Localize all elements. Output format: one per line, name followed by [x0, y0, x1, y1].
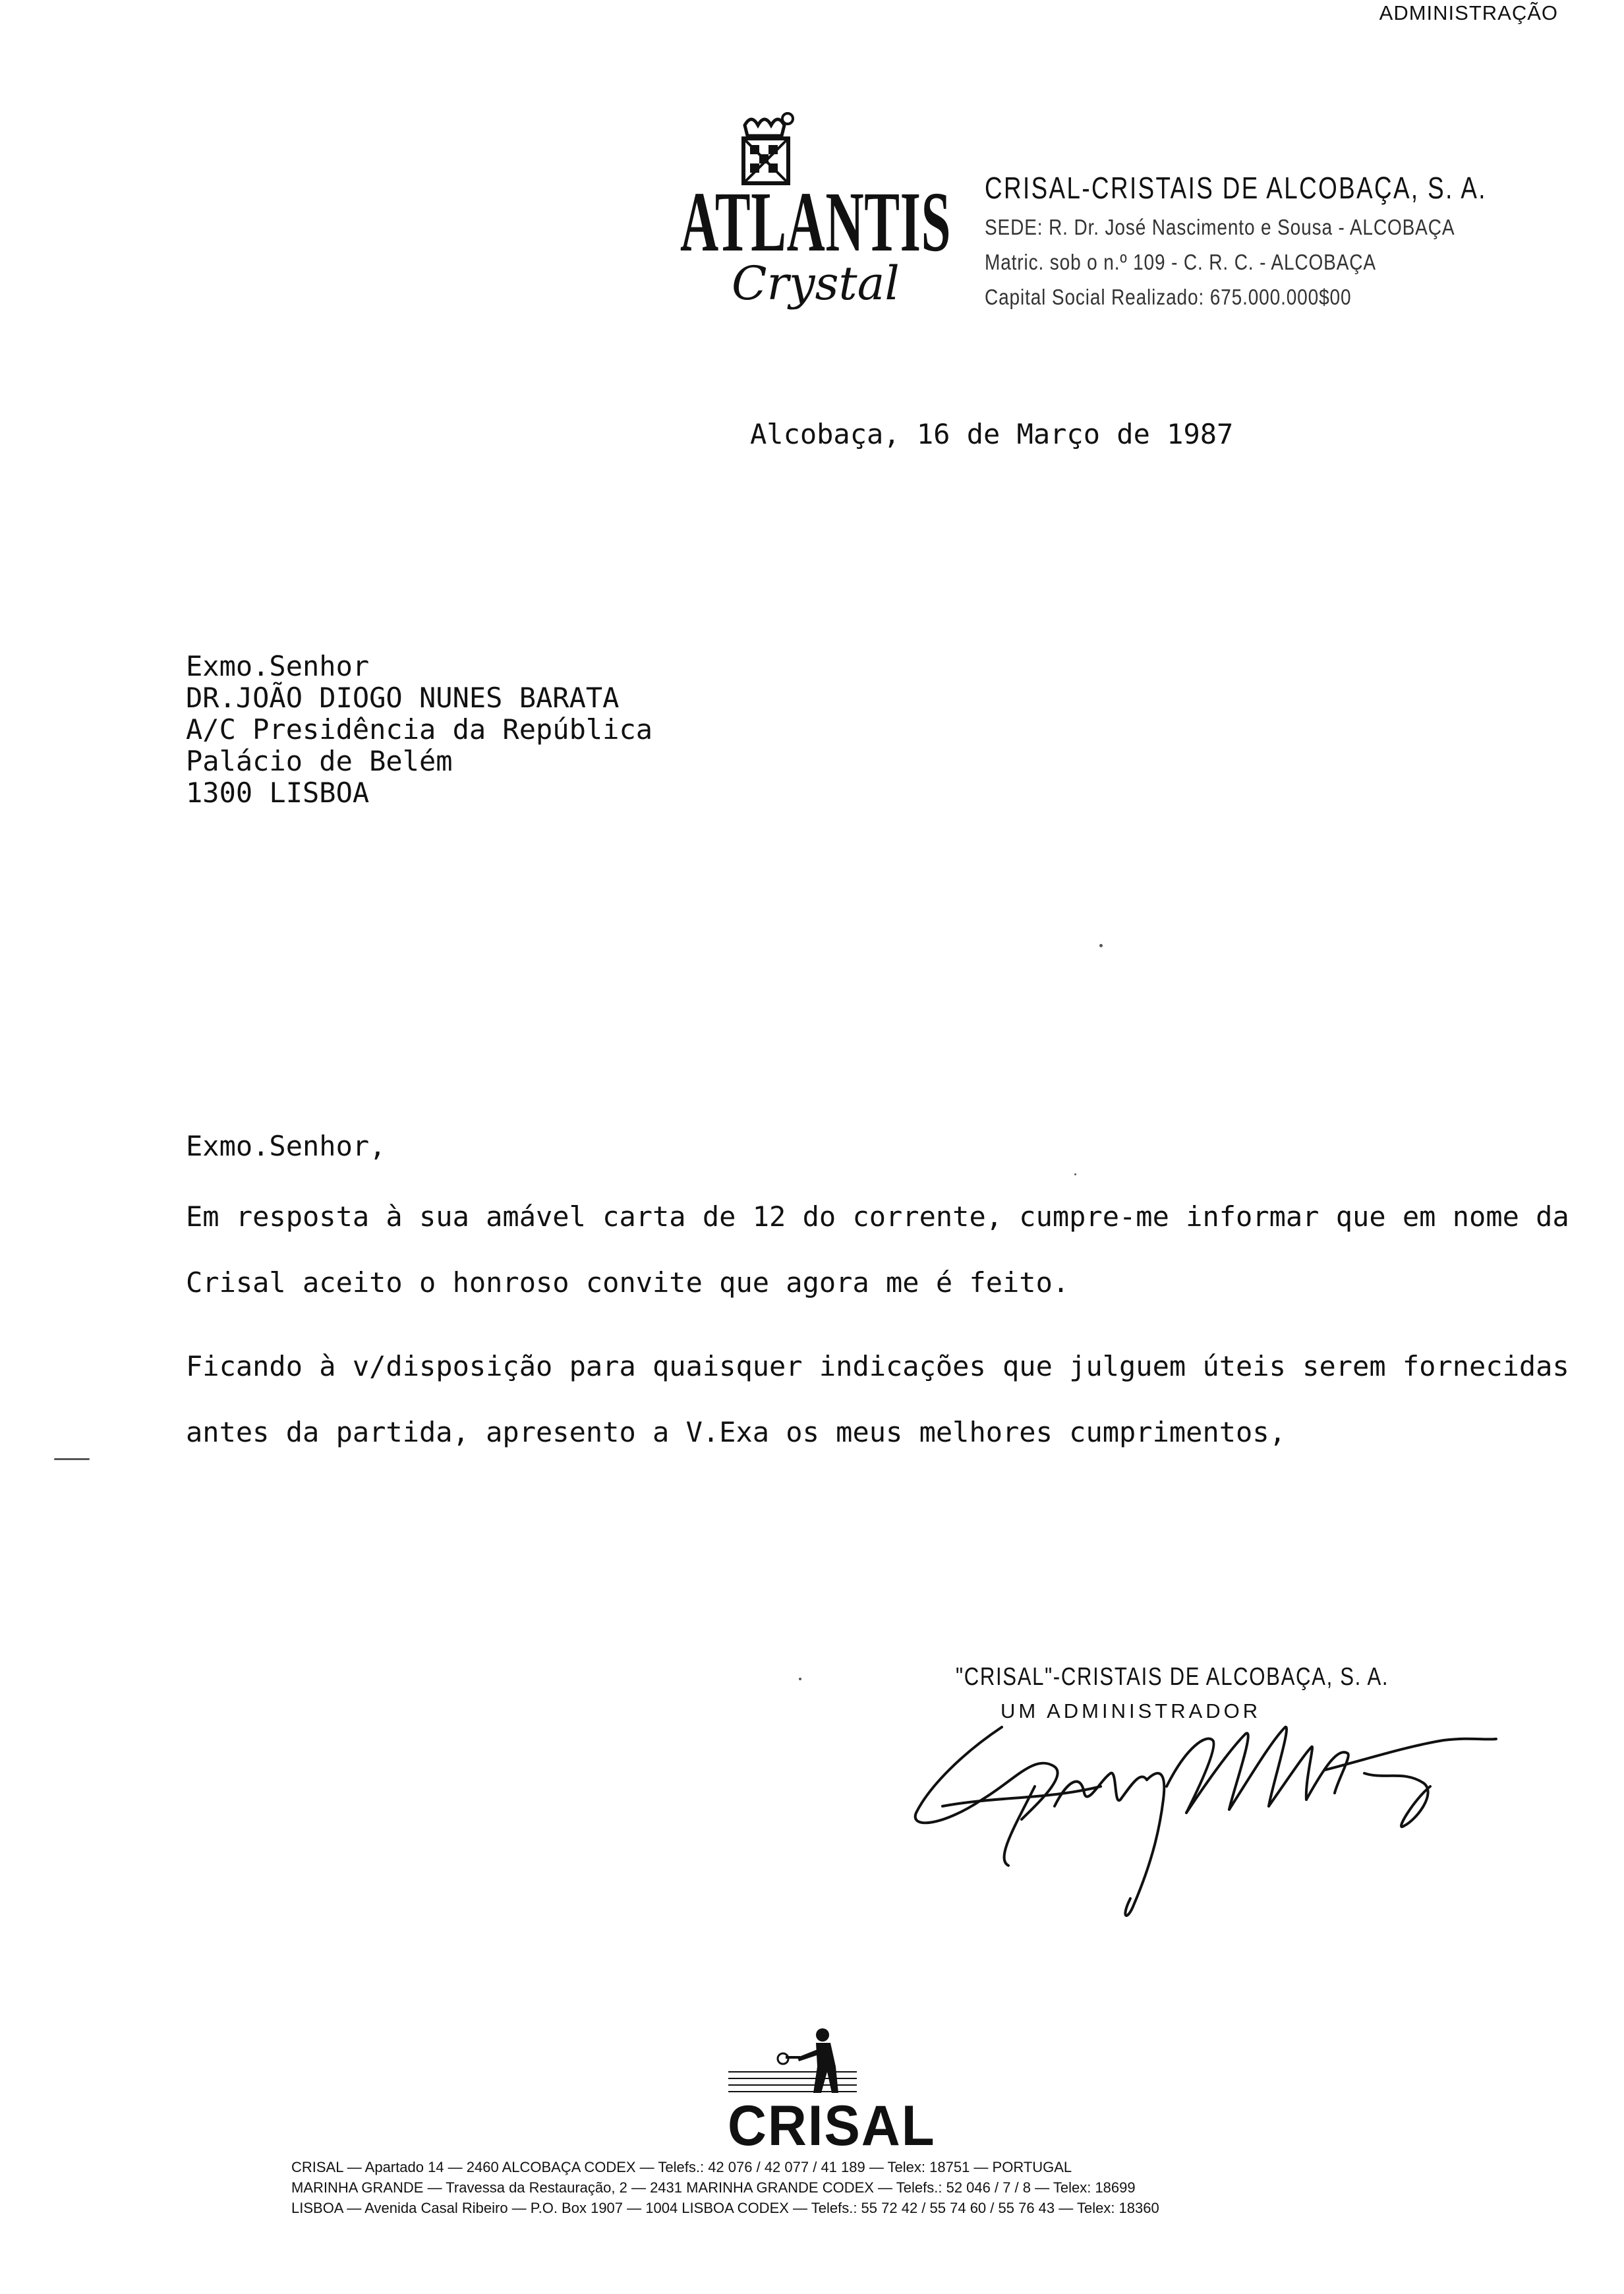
company-header	[985, 173, 1538, 308]
recipient-line: DR.JOÃO DIOGO NUNES BARATA	[186, 682, 620, 714]
recipient-line: Palácio de Belém	[186, 745, 453, 777]
footer-addresses	[291, 2160, 1159, 2221]
letter-date: Alcobaça, 16 de Março de 1987	[750, 418, 1234, 450]
signature-company-stamp: "CRISAL"-CRISTAIS DE ALCOBAÇA, S. A.	[956, 1663, 1389, 1691]
scan-speck	[1099, 944, 1103, 947]
company-name: CRISAL-CRISTAIS DE ALCOBAÇA, S. A.	[985, 171, 1487, 205]
department-stamp: ADMINISTRAÇÃO	[1379, 1, 1558, 24]
footer-address-line: MARINHA GRANDE — Travessa da Restauração, 2 — 2431 MARINHA GRANDE CODEX — Telefs.: 52 046 / 7 / 8 — Telex: 18699	[291, 2179, 1136, 2196]
body-paragraph-1-line: Crisal aceito o honroso convite que agora me é feito.	[186, 1266, 1070, 1299]
company-seat: SEDE: R. Dr. José Nascimento e Sousa - ALCOBAÇA	[985, 215, 1455, 239]
atlantis-wordmark: ATLANTIS	[680, 175, 952, 270]
recipient-address	[186, 650, 653, 811]
handwritten-signature	[903, 1707, 1529, 1931]
recipient-line: Exmo.Senhor	[186, 650, 370, 682]
footer-address-line: LISBOA — Avenida Casal Ribeiro — P.O. Box 1907 — 1004 LISBOA CODEX — Telefs.: 55 72 42 / 55 74 60 / 55 76 43 — Telex: 18360	[291, 2200, 1159, 2216]
footer-address-line: CRISAL — Apartado 14 — 2460 ALCOBAÇA CODEX — Telefs.: 42 076 / 42 077 / 41 189 — Telex: 18751 — PORTUGAL	[291, 2159, 1072, 2175]
recipient-line: A/C Presidência da República	[186, 713, 653, 746]
body-paragraph-2-line: antes da partida, apresento a V.Exa os meus melhores cumprimentos,	[186, 1416, 1286, 1448]
scan-speck	[1074, 1173, 1076, 1175]
body-paragraph-2-line: Ficando à v/disposição para quaisquer indicações que julguem úteis serem fornecidas	[186, 1350, 1569, 1382]
scan-mark	[54, 1458, 90, 1460]
crystal-script-wordmark: Crystal	[732, 256, 900, 310]
body-paragraph-1-line: Em resposta à sua amável carta de 12 do corrente, cumpre-me informar que em nome da	[186, 1200, 1569, 1233]
scan-speck	[799, 1678, 801, 1680]
signature-title: UM ADMINISTRADOR	[1000, 1699, 1262, 1722]
recipient-line: 1300 LISBOA	[186, 777, 370, 809]
company-capital: Capital Social Realizado: 675.000.000$00	[985, 285, 1352, 309]
salutation: Exmo.Senhor,	[186, 1130, 386, 1162]
crisal-wordmark: CRISAL	[728, 2094, 936, 2158]
company-registry: Matric. sob o n.º 109 - C. R. C. - ALCOBAÇA	[985, 250, 1376, 274]
